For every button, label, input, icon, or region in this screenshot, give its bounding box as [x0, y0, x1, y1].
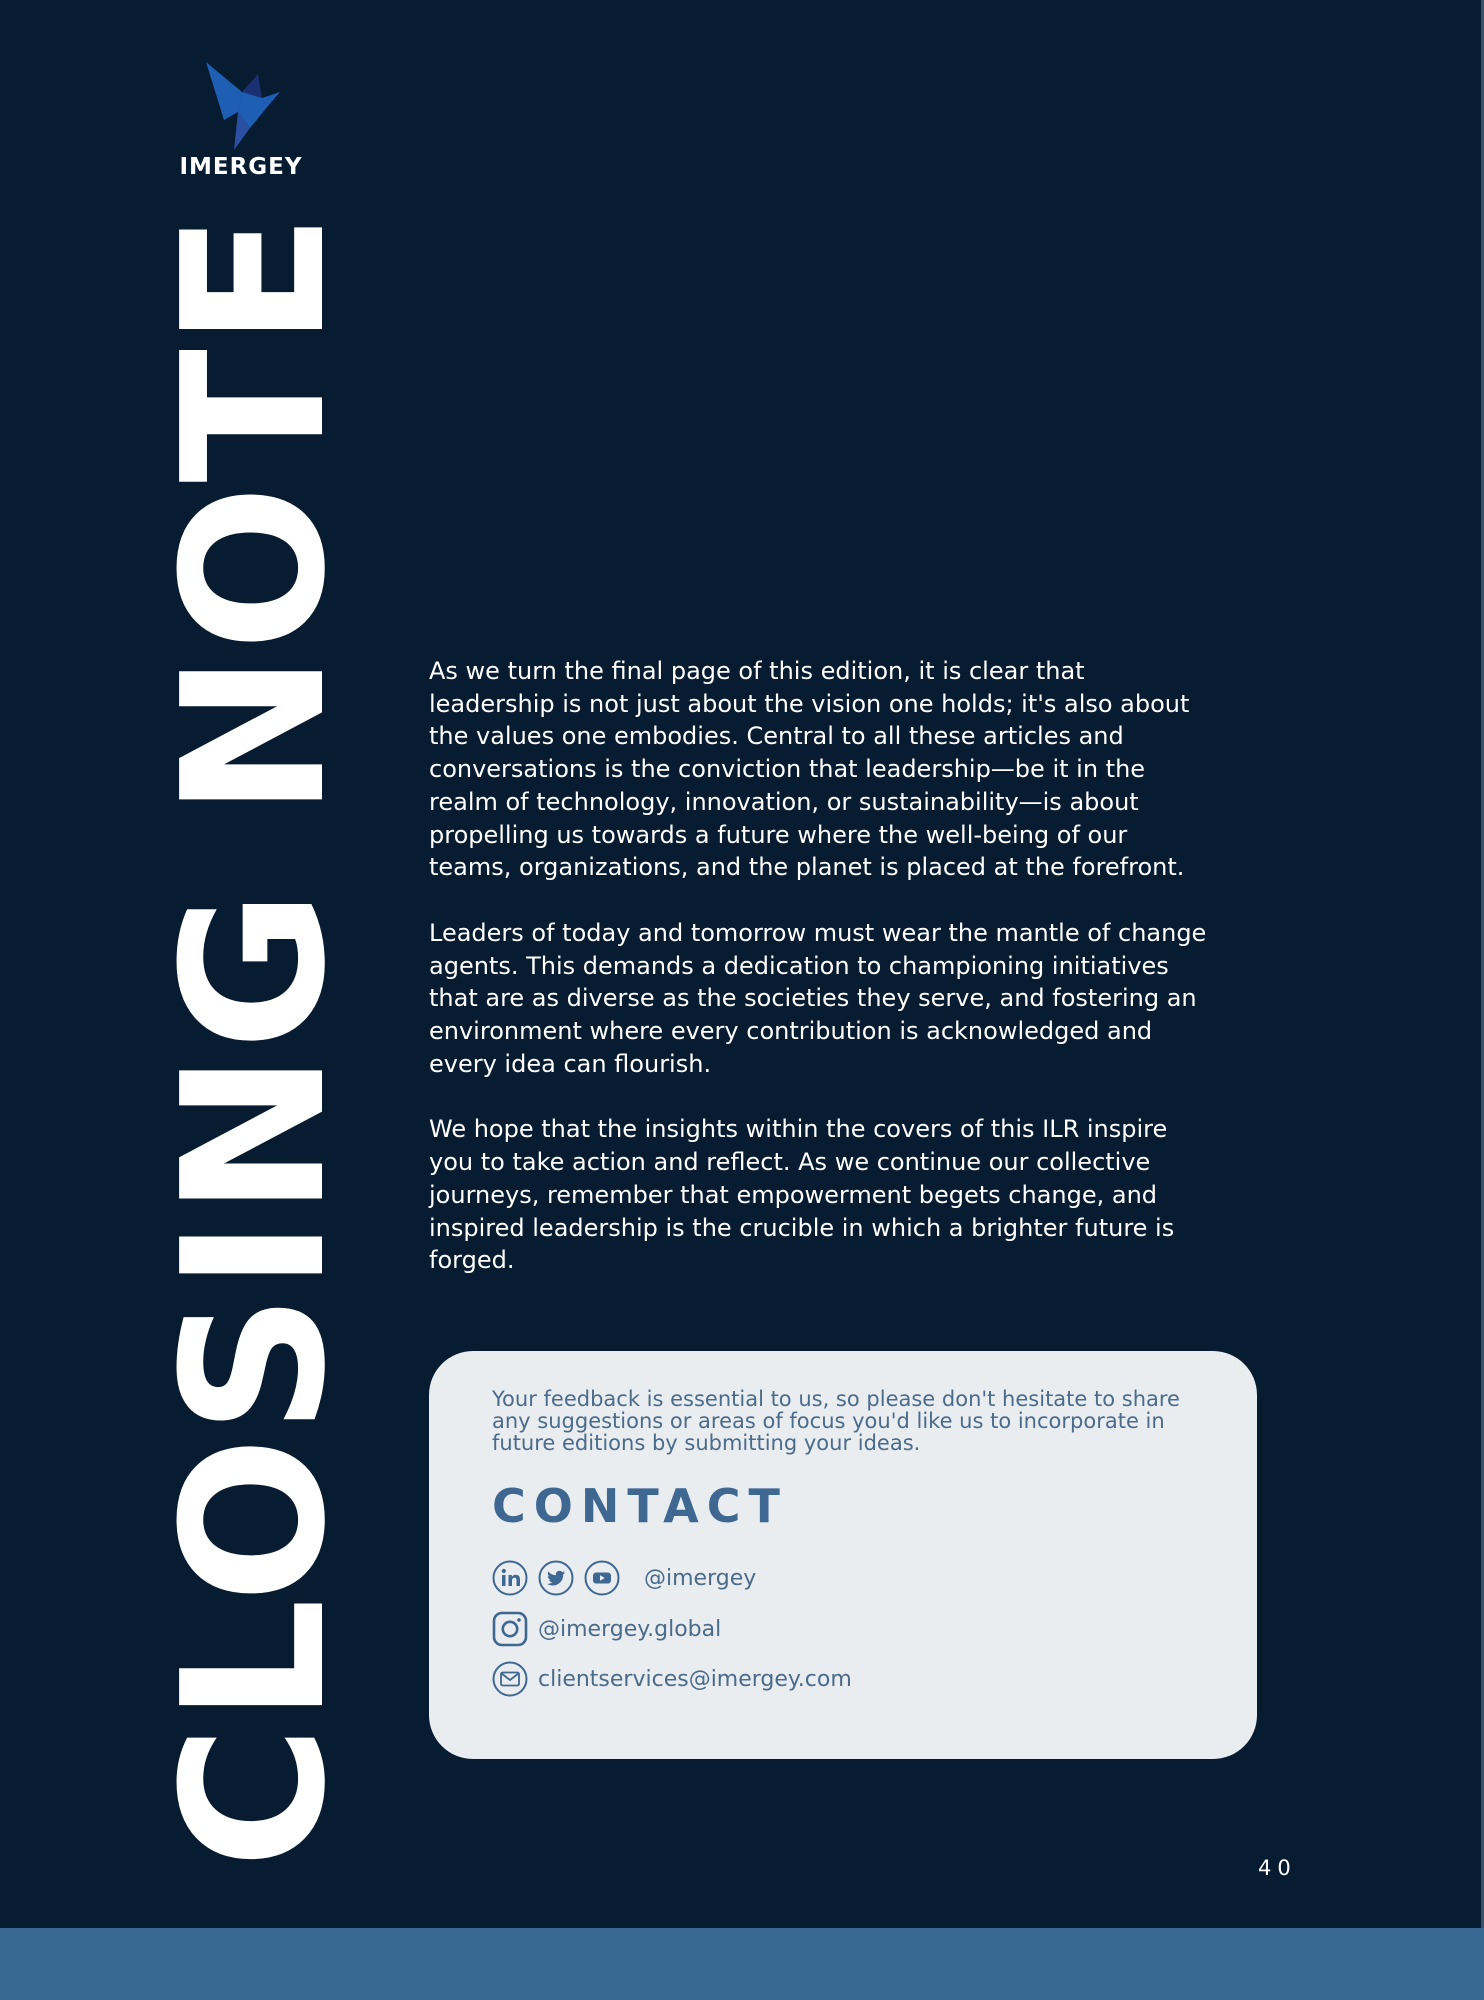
body-paragraph-2: Leaders of today and tomorrow must wear the mantle of change agents. This demands a dedication to championing initiatives that are as diverse as the societies they serve, and fostering an environment where every contribution is acknowledged and every idea can flourish. [429, 918, 1207, 1078]
social-row [492, 1560, 756, 1596]
email-row [492, 1661, 852, 1697]
page-number: 40 [1258, 1856, 1297, 1880]
vertical-title-container [141, 211, 369, 1869]
contact-card [429, 1351, 1257, 1759]
footer-band [0, 1928, 1484, 2000]
closing-note-body [429, 655, 1209, 1310]
social-handle[interactable]: @imergey [644, 1565, 757, 1591]
instagram-handle[interactable]: @imergey.global [538, 1616, 722, 1642]
contact-heading: CONTACT [492, 1479, 788, 1533]
instagram-row [492, 1611, 721, 1647]
brand-name: IMERGEY [179, 154, 303, 180]
instagram-icon[interactable] [492, 1611, 528, 1647]
email-address[interactable]: clientservices@imergey.com [538, 1666, 852, 1692]
youtube-icon[interactable] [584, 1560, 620, 1596]
body-paragraph-3: We hope that the insights within the covers of this ILR inspire you to take action and reflect. As we continue our collective journeys, remember that empowerment begets change, and inspired leadership is the crucible in which a brighter future is forged. [429, 1115, 1175, 1275]
twitter-icon[interactable] [538, 1560, 574, 1596]
mail-icon[interactable] [492, 1661, 528, 1697]
feedback-text: Your feedback is essential to us, so please don't hesitate to share any suggestions or areas of focus you'd like us to incorporate in future editions by submitting your ideas. [492, 1387, 1180, 1455]
bird-icon [198, 62, 280, 150]
body-paragraph-1: As we turn the final page of this edition, it is clear that leadership is not just about the vision one holds; it's also about the values one embodies. Central to all these articles and conversations is the conviction that leadership—be it in the realm of technology, innovation, or sustainability—is about propelling us towards a future where the well-being of our teams, organizations, and the planet is placed at the forefront. [429, 657, 1190, 882]
linkedin-icon[interactable] [492, 1560, 528, 1596]
page-title: CLOSING NOTE [141, 211, 369, 1869]
